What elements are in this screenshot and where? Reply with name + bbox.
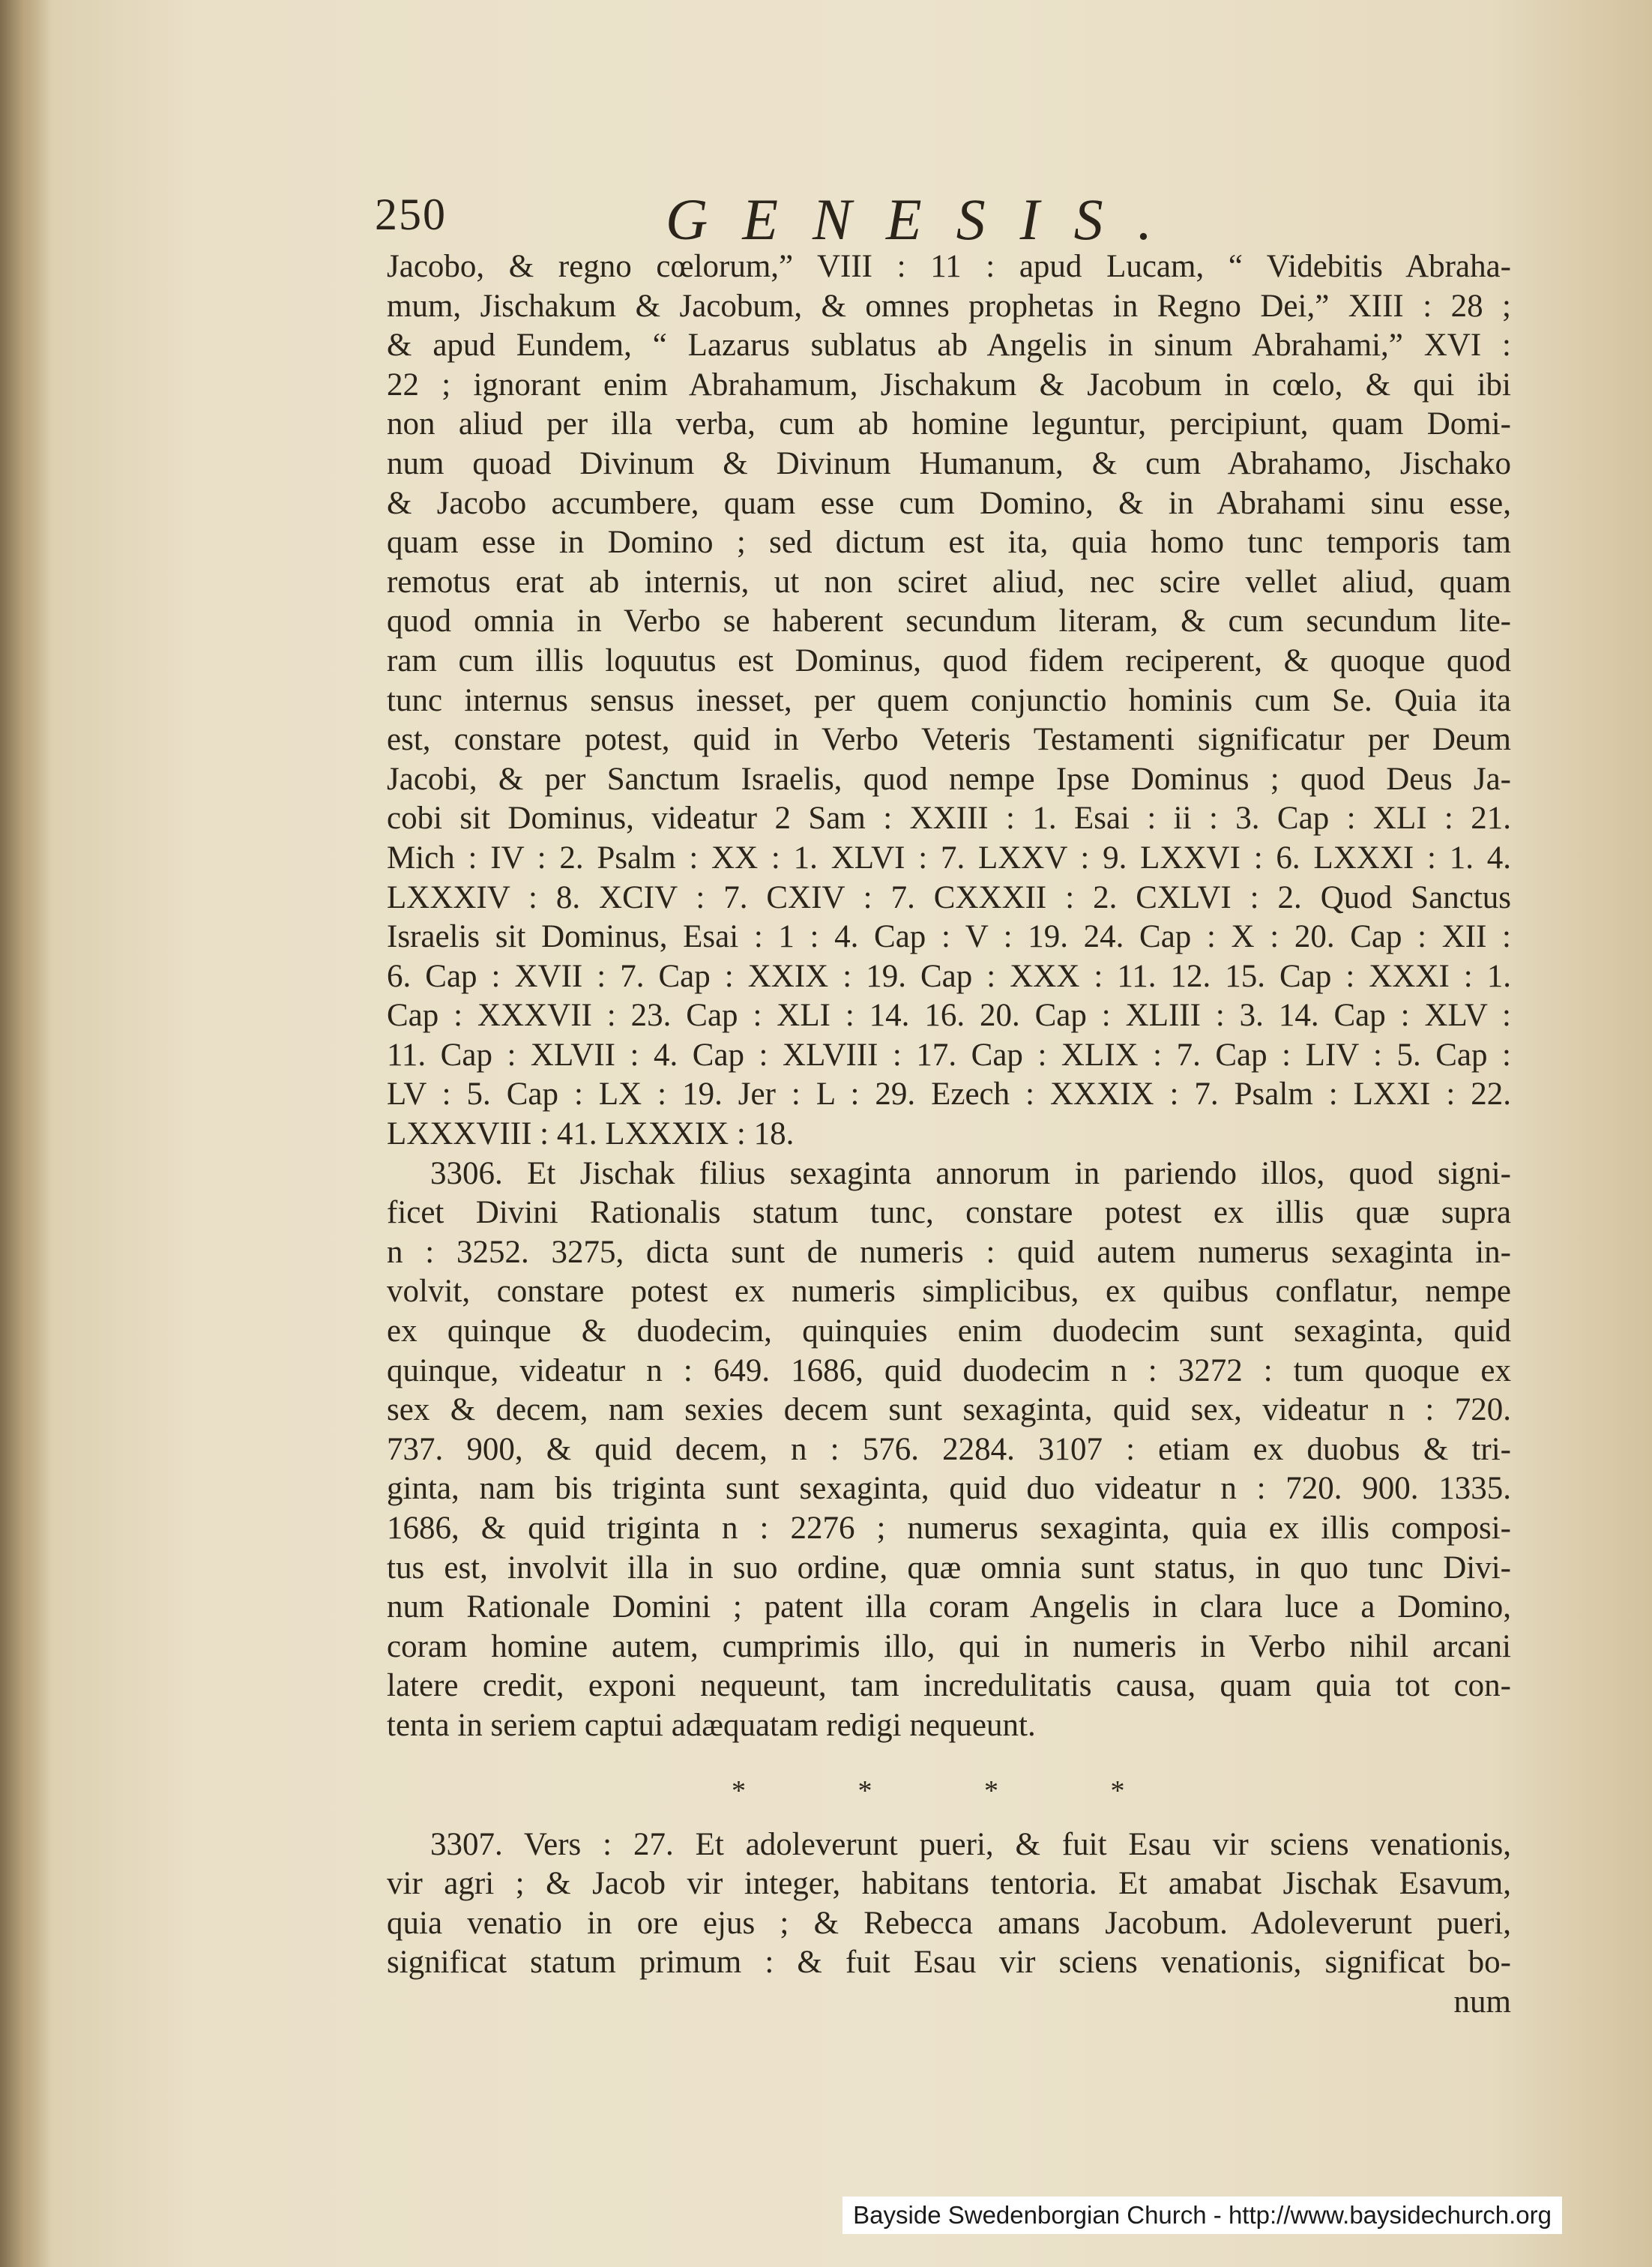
running-title: GENESIS.: [666, 187, 1187, 252]
page-gutter-shadow: [0, 0, 52, 2267]
page-number: 250: [375, 190, 447, 239]
text-line: Jacobi, & per Sanctum Israelis, quod nempe Ipse Dominus ; quod Deus Ja-: [387, 761, 1511, 797]
text-line: Jacobo, & regno cœlorum,” VIII : 11 : apud Lucam, “ Videbitis Abraha-: [387, 249, 1511, 284]
text-line: cobi sit Dominus, videatur 2 Sam : XXIII : 1. Esai : ii : 3. Cap : XLI : 21.: [387, 801, 1511, 837]
text-line: volvit, constare potest ex numeris simplicibus, ex quibus conflatur, nempe: [387, 1274, 1511, 1310]
text-line: LV : 5. Cap : LX : 19. Jer : L : 29. Ezech : XXXIX : 7. Psalm : LXXI : 22.: [387, 1077, 1511, 1113]
text-line: 3306. Et Jischak filius sexaginta annorum in pariendo illos, quod signi-: [430, 1155, 1511, 1191]
text-line: num Rationale Domini ; patent illa coram Angelis in clara luce a Domino,: [387, 1589, 1511, 1625]
text-line: 3307. Vers : 27. Et adoleverunt pueri, & fuit Esau vir sciens venationis,: [430, 1826, 1511, 1862]
text-line: quia venatio in ore ejus ; & Rebecca amans Jacobum. Adoleverunt pueri,: [387, 1905, 1511, 1941]
text-line: coram homine autem, cumprimis illo, qui in numeris in Verbo nihil arcani: [387, 1628, 1511, 1664]
text-line: quinque, videatur n : 649. 1686, quid duodecim n : 3272 : tum quoque ex: [387, 1352, 1511, 1388]
text-line: LXXXVIII : 41. LXXXIX : 18.: [387, 1116, 795, 1152]
text-line: num quoad Divinum & Divinum Humanum, & cum Abrahamo, Jischako: [387, 445, 1511, 481]
text-line: 22 ; ignorant enim Abrahamum, Jischakum & Jacobum in cœlo, & qui ibi: [387, 367, 1511, 403]
text-line: 1686, & quid triginta n : 2276 ; numerus sexaginta, quia ex illis composi-: [387, 1511, 1511, 1546]
catchword: num: [1453, 1984, 1511, 2020]
text-line: ram cum illis loquutus est Dominus, quod fidem reciperent, & quoque quod: [387, 642, 1511, 678]
text-line: ex quinque & duodecim, quinquies enim duodecim sunt sexaginta, quid: [387, 1313, 1511, 1349]
text-line: latere credit, exponi nequeunt, tam incredulitatis causa, quam quia tot con-: [387, 1668, 1511, 1704]
text-line: significat statum primum : & fuit Esau vir sciens venationis, significat bo-: [387, 1945, 1511, 1981]
watermark-caption: Bayside Swedenborgian Church - http://www.baysidechurch.org: [842, 2197, 1562, 2234]
text-line: remotus erat ab internis, ut non sciret aliud, nec scire vellet aliud, quam: [387, 564, 1511, 600]
text-line: Israelis sit Dominus, Esai : 1 : 4. Cap : V : 19. 24. Cap : X : 20. Cap : XII :: [387, 919, 1511, 955]
text-line: mum, Jischakum & Jacobum, & omnes prophetas in Regno Dei,” XIII : 28 ;: [387, 288, 1511, 324]
text-block: [387, 247, 1511, 2023]
section-separator: * * * *: [732, 1774, 1178, 1807]
text-line: est, constare potest, quid in Verbo Veteris Testamenti significatur per Deum: [387, 722, 1511, 758]
text-line: tunc internus sensus inesset, per quem conjunctio hominis cum Se. Quia ita: [387, 682, 1511, 718]
text-line: LXXXIV : 8. XCIV : 7. CXIV : 7. CXXXII : 2. CXLVI : 2. Quod Sanctus: [387, 879, 1511, 915]
text-line: 6. Cap : XVII : 7. Cap : XXIX : 19. Cap : XXX : 11. 12. 15. Cap : XXXI : 1.: [387, 958, 1511, 994]
text-line: tus est, involvit illa in suo ordine, quæ omnia sunt status, in quo tunc Divi-: [387, 1550, 1511, 1586]
text-line: tenta in seriem captui adæquatam redigi nequeunt.: [387, 1707, 1036, 1743]
text-line: quam esse in Domino ; sed dictum est ita, quia homo tunc temporis tam: [387, 525, 1511, 561]
text-line: quod omnia in Verbo se haberent secundum literam, & cum secundum lite-: [387, 603, 1511, 639]
continuation-paragraph: [387, 247, 1511, 1154]
text-line: Mich : IV : 2. Psalm : XX : 1. XLVI : 7. LXXV : 9. LXXVI : 6. LXXXI : 1. 4.: [387, 840, 1511, 876]
text-line: 737. 900, & quid decem, n : 576. 2284. 3107 : etiam ex duobus & tri-: [387, 1431, 1511, 1467]
text-line: n : 3252. 3275, dicta sunt de numeris : quid autem numerus sexaginta in-: [387, 1234, 1511, 1270]
text-line: sex & decem, nam sexies decem sunt sexaginta, quid sex, videatur n : 720.: [387, 1392, 1511, 1428]
text-line: & Jacobo accumbere, quam esse cum Domino, & in Abrahami sinu esse,: [387, 485, 1511, 521]
text-line: & apud Eundem, “ Lazarus sublatus ab Angelis in sinum Abrahami,” XVI :: [387, 328, 1511, 364]
text-line: Cap : XXXVII : 23. Cap : XLI : 14. 16. 20. Cap : XLIII : 3. 14. Cap : XLV :: [387, 998, 1511, 1034]
paragraph-3306: [387, 1154, 1511, 1746]
text-line: vir agri ; & Jacob vir integer, habitans tentoria. Et amabat Jischak Esavum,: [387, 1866, 1511, 1902]
text-line: ginta, nam bis triginta sunt sexaginta, quid duo videatur n : 720. 900. 1335.: [387, 1471, 1511, 1507]
paragraph-3307: [387, 1825, 1511, 2023]
text-line: non aliud per illa verba, cum ab homine leguntur, percipiunt, quam Domi-: [387, 406, 1511, 442]
text-line: ficet Divini Rationalis statum tunc, constare potest ex illis quæ supra: [387, 1195, 1511, 1231]
text-line: 11. Cap : XLVII : 4. Cap : XLVIII : 17. Cap : XLIX : 7. Cap : LIV : 5. Cap :: [387, 1037, 1511, 1073]
